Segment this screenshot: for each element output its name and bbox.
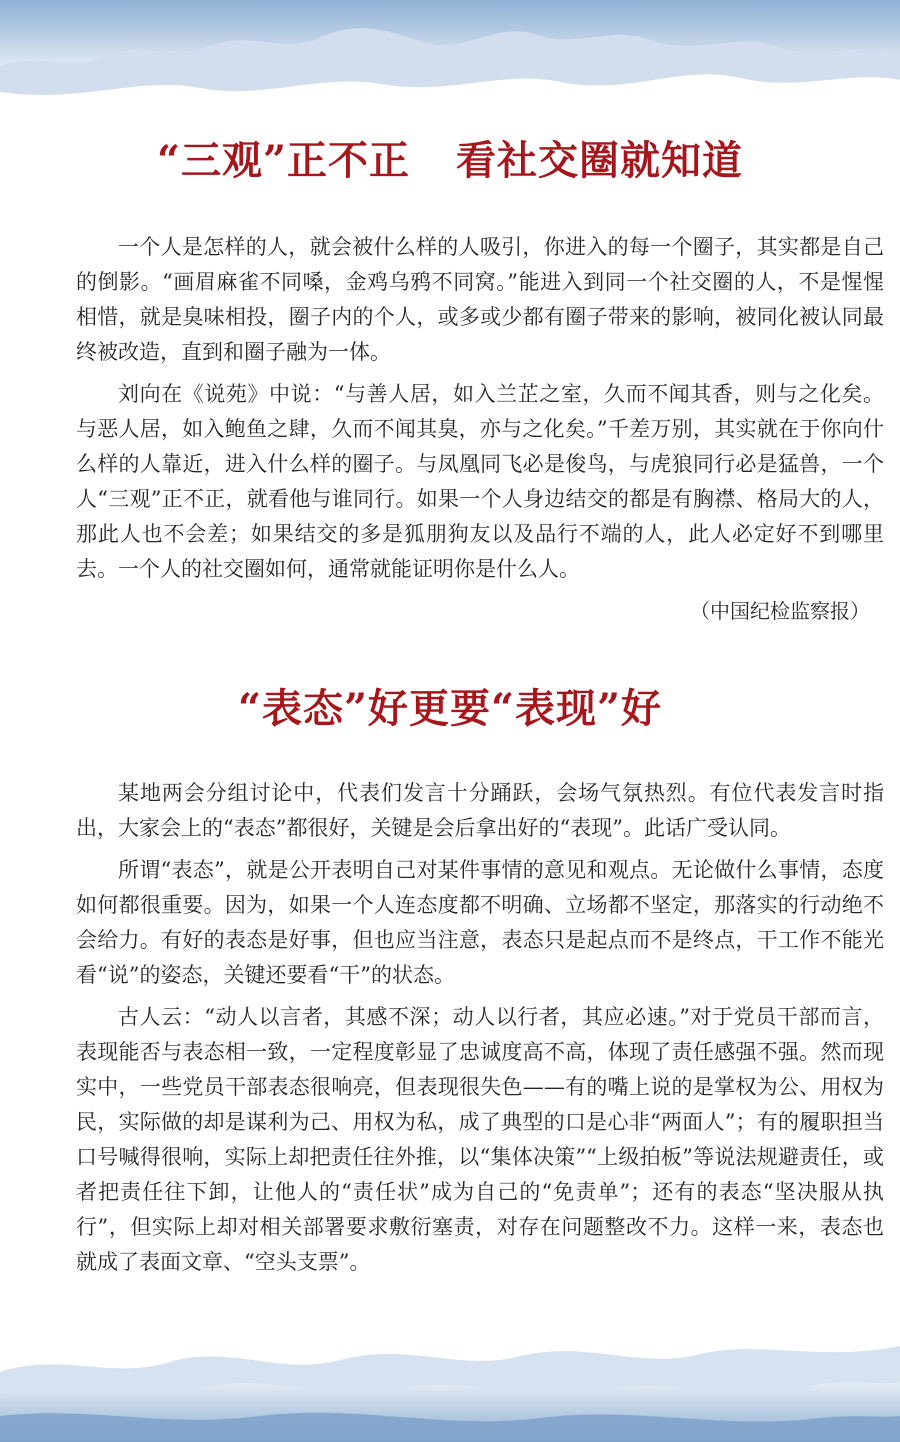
article1-body <box>76 230 884 628</box>
article1-paragraph-2: 刘向在《说苑》中说：“与善人居，如入兰芷之室，久而不闻其香，则与之化矣。与恶人居，如入鲍鱼之肆，久而不闻其臭，亦与之化矣。”千差万别，其实就在于你向什么样的人靠近，进入什么样的圈子。与凤凰同飞必是俊鸟，与虎狼同行必是猛兽，一个人“三观”正不正，就看他与谁同行。如果一个人身边结交的都是有胸襟、格局大的人，那此人也不会差；如果结交的多是狐朋狗友以及品行不端的人，此人必定好不到哪里去。一个人的社交圈如何，通常就能证明你是什么人。 <box>76 382 884 581</box>
article1-paragraph-1: 一个人是怎样的人，就会被什么样的人吸引，你进入的每一个圈子，其实都是自己的倒影。“画眉麻雀不同嗓，金鸡乌鸦不同窝。”能进入到同一个社交圈的人，不是惺惺相惜，就是臭味相投，圈子内的个人，或多或少都有圈子带来的影响，被同化被认同最终被改造，直到和圈子融为一体。 <box>76 235 884 364</box>
article2-paragraph-2: 所谓“表态”，就是公开表明自己对某件事情的意见和观点。无论做什么事情，态度如何都很重要。因为，如果一个人连态度都不明确、立场都不坚定，那落实的行动绝不会给力。有好的表态是好事，但也应当注意，表态只是起点而不是终点，干工作不能光看“说”的姿态，关键还要看“干”的状态。 <box>76 858 884 987</box>
article2-paragraph-1: 某地两会分组讨论中，代表们发言十分踊跃，会场气氛热烈。有位代表发言时指出，大家会上的“表态”都很好，关键是会后拿出好的“表现”。此话广受认同。 <box>76 781 884 840</box>
article1-source: （中国纪检监察报） <box>690 599 870 623</box>
article2-title: “表态”好更要“表现”好 <box>237 685 663 732</box>
article1-title-part1: “三观”正不正 <box>156 137 410 184</box>
article2-paragraph-3: 古人云：“动人以言者，其感不深；动人以行者，其应必速。”对于党员干部而言，表现能否与表态相一致，一定程度彰显了忠诚度高不高，体现了责任感强不强。然而现实中，一些党员干部表态很响亮，但表现很失色——有的嘴上说的是掌权为公、用权为民，实际做的却是谋利为己、用权为私，成了典型的口是心非“两面人”；有的履职担当口号喊得很响，实际上却把责任往外推，以“集体决策”“上级拍板”等说法规避责任，或者把责任往下卸，让他人的“责任状”成为自己的“免责单”；还有的表态“坚决服从执行”，但实际上却对相关部署要求敷衍塞责，对存在问题整改不力。这样一来，表态也就成了表面文章、“空头支票”。 <box>76 1005 884 1274</box>
article1-title <box>0 136 900 186</box>
article2-body <box>76 776 884 1287</box>
article1-title-part2: 看社交圈就知道 <box>456 137 743 184</box>
